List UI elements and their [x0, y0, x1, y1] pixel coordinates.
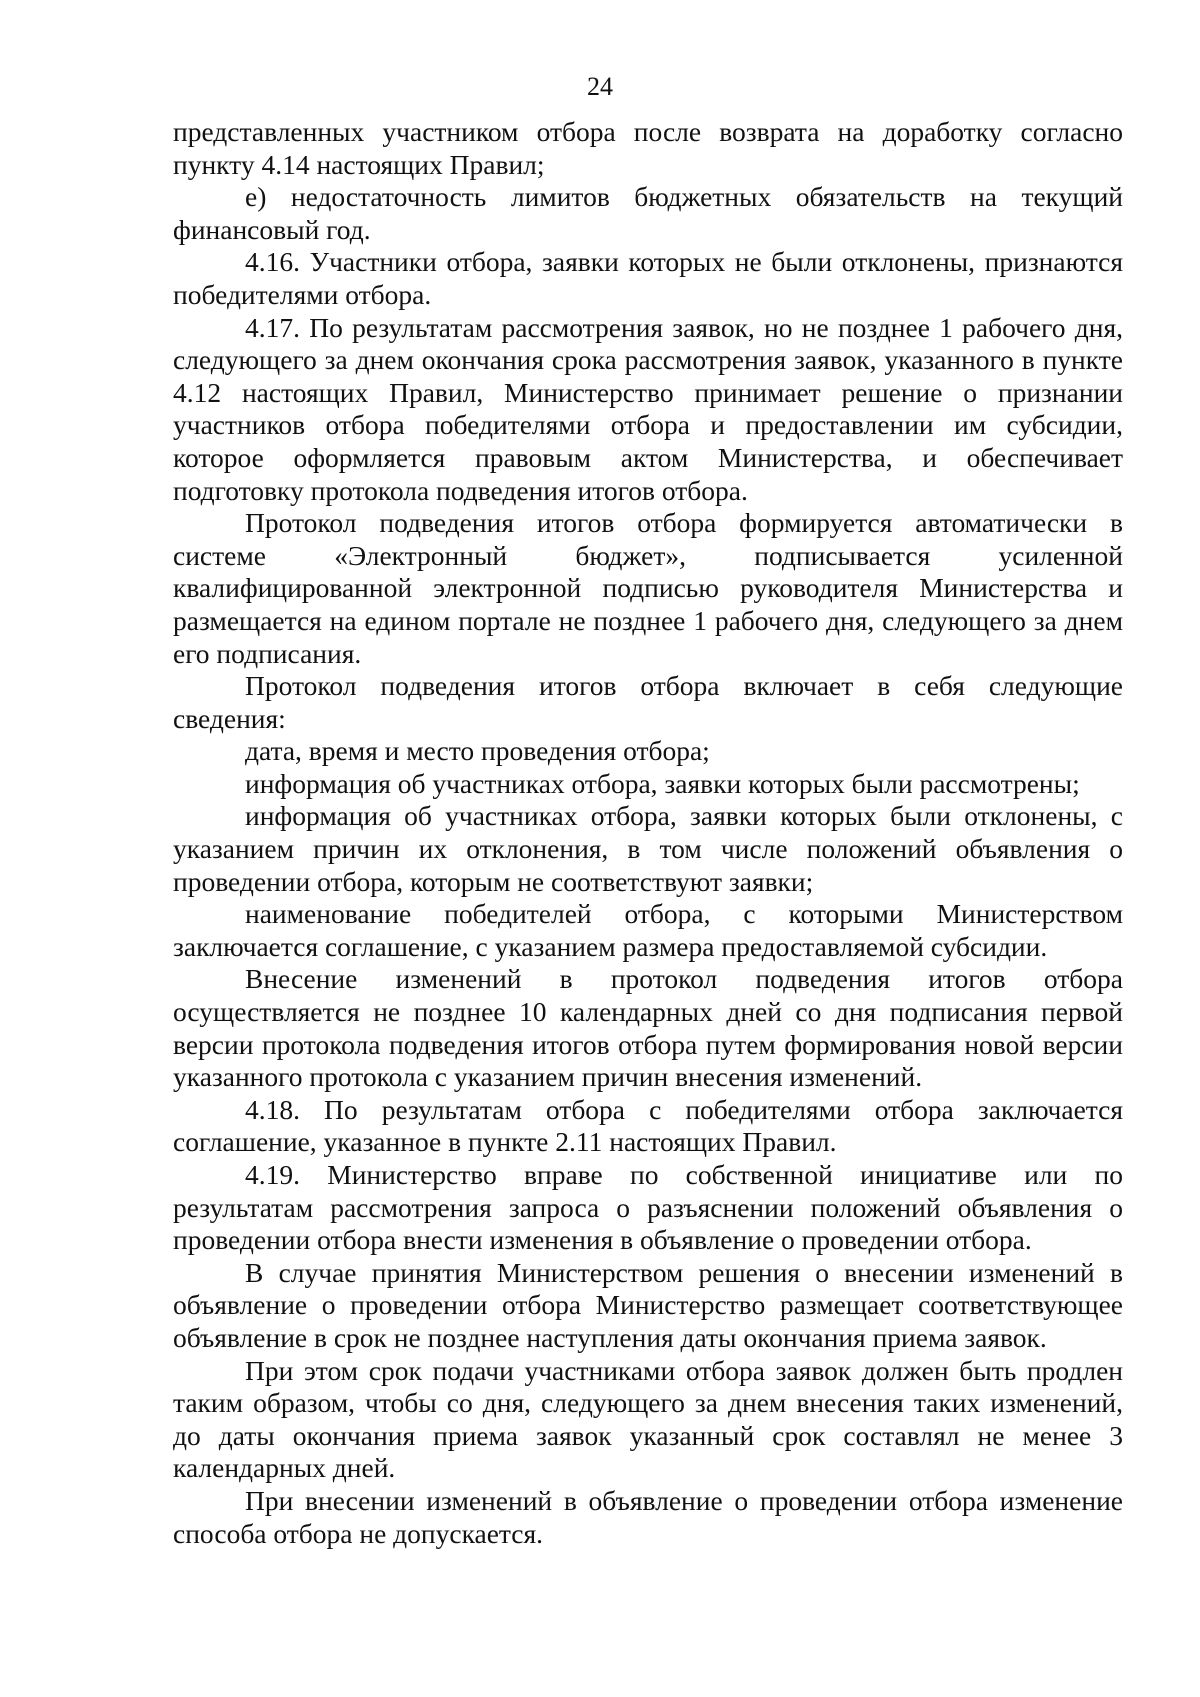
paragraph-protocol-formation: Протокол подведения итогов отбора формируется автоматически в системе «Электронный бюджет», подписывается усиленной квалифицированной электронной подписью руководителя Министерства и размещается на едином портале не позднее 1 рабочего дня, следующего за днем его подписания. [173, 507, 1123, 669]
list-item-rejected-participants: информация об участниках отбора, заявки которых были отклонены, с указанием причин их отклонения, в том числе положений объявления о проведении отбора, которым не соответствуют заявки; [173, 800, 1123, 897]
paragraph-4-17: 4.17. По результатам рассмотрения заявок, но не позднее 1 рабочего дня, следующего за днем окончания срока рассмотрения заявок, указанного в пункте 4.12 настоящих Правил, Министерство принимает решение о признании участников отбора победителями отбора и предоставлении им субсидии, которое оформляется правовым актом Министерства, и обеспечивает подготовку протокола подведения итогов отбора. [173, 311, 1123, 506]
paragraph-item-e: е) недостаточность лимитов бюджетных обязательств на текущий финансовый год. [173, 181, 1123, 245]
page-number: 24 [587, 72, 613, 101]
paragraph-method-unchanged: При внесении изменений в объявление о проведении отбора изменение способа отбора не допускается. [173, 1484, 1123, 1549]
paragraph-4-19: 4.19. Министерство вправе по собственной инициативе или по результатам рассмотрения запроса о разъяснении положений объявления о проведении отбора внести изменения в объявление о проведении отбора. [173, 1159, 1123, 1256]
paragraph-protocol-contents: Протокол подведения итогов отбора включает в себя следующие сведения: [173, 670, 1123, 734]
list-item-date-time-place: дата, время и место проведения отбора; [245, 735, 710, 767]
paragraph-announcement-changes: В случае принятия Министерством решения о внесении изменений в объявление о проведении отбора Министерство размещает соответствующее объявление в срок не позднее наступления даты окончания приема заявок. [173, 1256, 1123, 1353]
paragraph-4-18: 4.18. По результатам отбора с победителями отбора заключается соглашение, указанное в пункте 2.11 настоящих Правил. [173, 1093, 1123, 1158]
list-item-winners: наименование победителей отбора, с которыми Министерством заключается соглашение, с указанием размера предоставляемой субсидии. [173, 898, 1123, 962]
paragraph-protocol-changes: Внесение изменений в протокол подведения итогов отбора осуществляется не позднее 10 календарных дней со дня подписания первой версии протокола подведения итогов отбора путем формирования новой версии указанного протокола с указанием причин внесения изменений. [173, 963, 1123, 1093]
paragraph-deadline-extension: При этом срок подачи участниками отбора заявок должен быть продлен таким образом, чтобы со дня, следующего за днем внесения таких изменений, до даты окончания приема заявок указанный срок составлял не менее 3 календарных дней. [173, 1354, 1123, 1484]
paragraph-continuation: представленных участником отбора после возврата на доработку согласно пункту 4.14 настоящих Правил; [173, 116, 1123, 180]
document-body [173, 116, 1123, 1550]
paragraph-4-16: 4.16. Участники отбора, заявки которых не были отклонены, признаются победителями отбора. [173, 246, 1123, 310]
list-item-reviewed-participants: информация об участниках отбора, заявки которых были рассмотрены; [245, 767, 1080, 799]
